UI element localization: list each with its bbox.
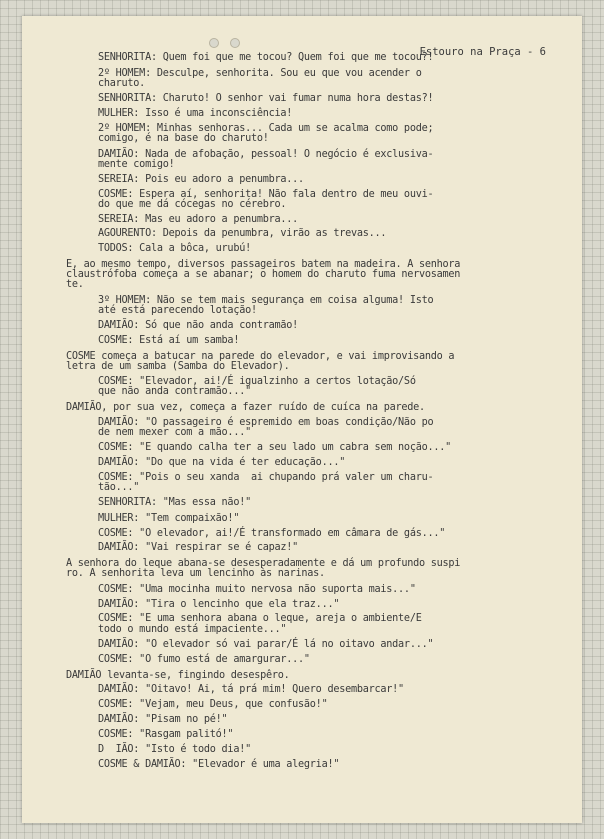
dialogue-line: DAMIÃO: Nada de afobação, pessoal! O negócio é exclusiva- — [98, 148, 434, 160]
dialogue-line: SEREIA: Pois eu adoro a penumbra... — [98, 173, 304, 185]
dialogue-line: 2º HOMEM: Desculpe, senhorita. Sou eu que vou acender o — [98, 67, 422, 79]
dialogue-line: AGOURENTO: Depois da penumbra, virão as trevas... — [98, 228, 387, 240]
stage-direction-line: te. — [66, 279, 84, 291]
dialogue-line: COSME: "Elevador, ai!/É igualzinho a certos lotação/Só — [98, 376, 416, 388]
dialogue-line: COSME: Está aí um samba! — [98, 335, 240, 347]
dialogue-line: que não anda contramão..." — [98, 386, 251, 398]
dialogue-line: SENHORITA: Charuto! O senhor vai fumar numa hora destas?! — [98, 93, 434, 105]
stage-direction-line: A senhora do leque abana-se desesperadamente e dá um profundo suspi — [66, 557, 461, 569]
stage-direction-line: COSME começa a batucar na parede do elevador, e vai improvisando a — [66, 351, 455, 363]
dialogue-line: do que me dá cócegas no cérebro. — [98, 198, 287, 210]
page-header: Estouro na Praça - 6 — [419, 46, 546, 58]
dialogue-line: SENHORITA: "Mas essa não!" — [98, 497, 251, 509]
dialogue-line: MULHER: Isso é uma inconsciência! — [98, 108, 293, 120]
typewritten-page — [22, 16, 582, 823]
stage-direction-line: E, ao mesmo tempo, diversos passageiros batem na madeira. A senhora — [66, 258, 461, 270]
dialogue-line: comigo, é na base do charuto! — [98, 133, 269, 145]
dialogue-line: COSME: "Uma mocinha muito nervosa não suporta mais..." — [98, 583, 416, 595]
dialogue-line: TODOS: Cala a bôca, urubú! — [98, 243, 251, 255]
dialogue-line: SENHORITA: Quem foi que me tocou? Quem foi que me tocou?! — [98, 52, 434, 63]
dialogue-line: MULHER: "Tem compaixão!" — [98, 512, 240, 524]
dialogue-line: D IÃO: "Isto é todo dia!" — [98, 743, 251, 755]
dialogue-line: SEREIA: Mas eu adoro a penumbra... — [98, 213, 299, 225]
dialogue-line: DAMIÃO: "Vai respirar se é capaz!" — [98, 542, 299, 554]
stage-direction-line: claustrófoba começa a se abanar; o homem do charuto fuma nervosamen — [66, 269, 461, 281]
dialogue-line: COSME: "Vejam, meu Deus, que confusão!" — [98, 699, 328, 711]
dialogue-line: COSME: Espera aí, senhorita! Não fala dentro de meu ouvi- — [98, 188, 434, 200]
dialogue-line: COSME: "E uma senhora abana o leque, areja o ambiente/E — [98, 613, 422, 625]
stage-direction-line: DAMIÃO levanta-se, fingindo desespêro. — [66, 669, 290, 681]
dialogue-line: COSME: "Rasgam palitó!" — [98, 728, 234, 740]
dialogue-line: COSME & DAMIÃO: "Elevador é uma alegria!" — [98, 758, 340, 770]
dialogue-line: DAMIÃO: "Oitavo! Ai, tá prá mim! Quero desembarcar!" — [98, 684, 404, 696]
dialogue-line: DAMIÃO: "Pisam no pé!" — [98, 714, 228, 726]
dialogue-line: COSME: "O fumo está de amargurar..." — [98, 653, 310, 665]
dialogue-line: DAMIÃO: Só que não anda contramão! — [98, 319, 299, 331]
dialogue-line: DAMIÃO: "O elevador só vai parar/É lá no oitavo andar..." — [98, 639, 434, 651]
dialogue-line: até está parecendo lotação! — [98, 304, 257, 316]
stage-direction-line: letra de um samba (Samba do Elevador). — [66, 361, 290, 373]
stage-direction-line: ro. A senhorita leva um lencinho às narinas. — [66, 568, 325, 580]
dialogue-line: DAMIÃO: "Tira o lencinho que ela traz..." — [98, 598, 340, 610]
dialogue-line: 3º HOMEM: Não se tem mais segurança em coisa alguma! Isto — [98, 294, 434, 306]
dialogue-line: COSME: "E quando calha ter a seu lado um cabra sem noção..." — [98, 441, 452, 453]
stage-direction-line: DAMIÃO, por sua vez, começa a fazer ruído de cuíca na parede. — [66, 401, 425, 413]
script-body — [22, 16, 582, 823]
dialogue-line: tão..." — [98, 482, 140, 494]
dialogue-line: todo o mundo está impaciente..." — [98, 623, 287, 635]
dialogue-line: de nem mexer com a mão..." — [98, 426, 251, 438]
dialogue-line: COSME: "O elevador, ai!/É transformado em câmara de gás..." — [98, 527, 446, 539]
dialogue-line: 2º HOMEM: Minhas senhoras... Cada um se acalma como pode; — [98, 123, 434, 135]
dialogue-line: mente comigo! — [98, 158, 175, 170]
dialogue-line: charuto. — [98, 77, 146, 89]
dialogue-line: DAMIÃO: "O passageiro é espremido em boas condição/Não po — [98, 416, 434, 428]
dialogue-line: DAMIÃO: "Do que na vida é ter educação..." — [98, 457, 346, 469]
dialogue-line: COSME: "Pois o seu xanda ai chupando prá valer um charu- — [98, 472, 434, 484]
